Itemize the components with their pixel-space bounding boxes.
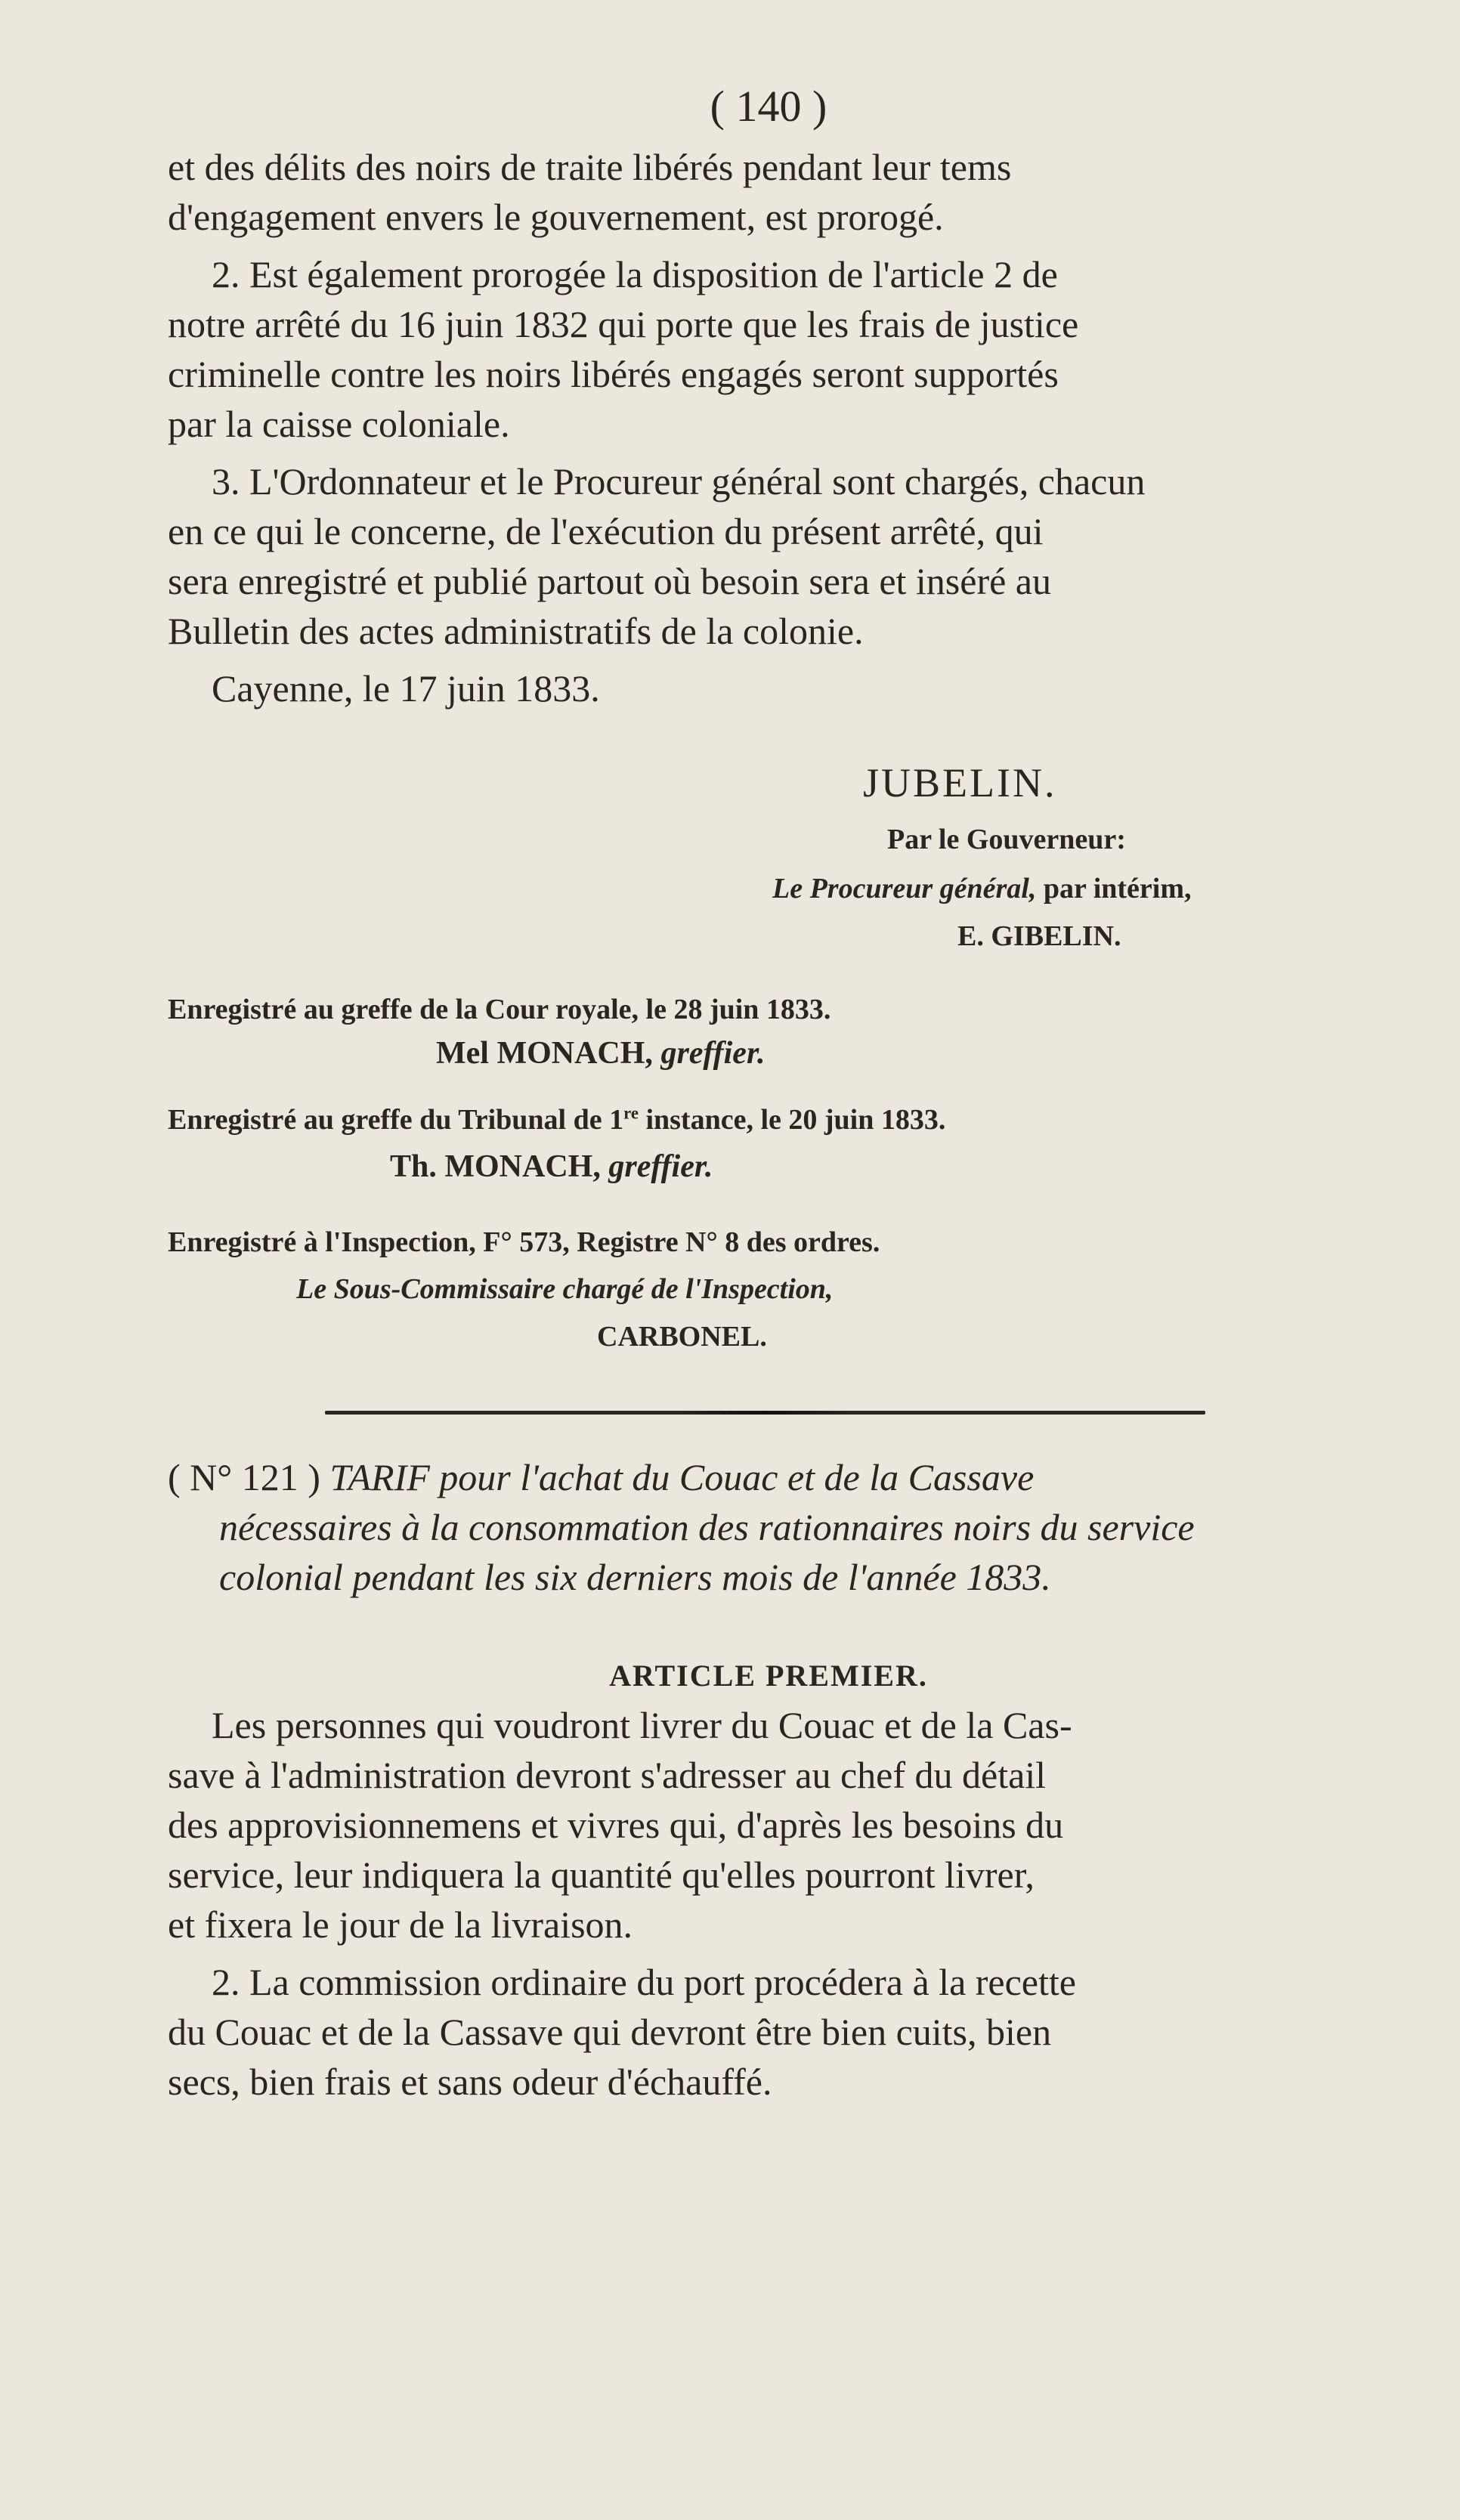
registration-tribunal bbox=[168, 1100, 945, 1139]
article-premier-heading: ARTICLE PREMIER. bbox=[609, 1659, 928, 1693]
tarif-title-line: colonial pendant les six derniers mois de l'année 1833. bbox=[219, 1556, 1051, 1598]
text-line: par la caisse coloniale. bbox=[168, 403, 510, 445]
text-line: et fixera le jour de la livraison. bbox=[168, 1903, 633, 1946]
text-line: 2. Est également prorogée la disposition de l'article 2 de bbox=[212, 253, 1058, 295]
date-line: Cayenne, le 17 juin 1833. bbox=[212, 667, 600, 710]
tarif-article-2 bbox=[168, 1957, 1369, 2107]
article-2 bbox=[168, 249, 1369, 449]
inspection-name: CARBONEL. bbox=[597, 1321, 767, 1353]
decree-number: ( N° 121 ) bbox=[168, 1456, 320, 1498]
registration-cour-royale: Enregistré au greffe de la Cour royale, le 28 juin 1833. bbox=[168, 994, 831, 1025]
by-governor: Par le Gouverneur: bbox=[887, 824, 1126, 855]
procureur-line bbox=[772, 869, 1191, 908]
text-line: service, leur indiquera la quantité qu'elles pourront livrer, bbox=[168, 1854, 1035, 1896]
tarif-article-1 bbox=[168, 1700, 1369, 1950]
paragraph-continued bbox=[168, 142, 1369, 242]
text-line bbox=[168, 1452, 1369, 1502]
sign-role: greffier. bbox=[660, 1036, 766, 1071]
procureur-title: Le Procureur général, bbox=[772, 873, 1037, 904]
reg2-sup: re bbox=[623, 1103, 639, 1123]
registration-tribunal-signature bbox=[390, 1147, 713, 1186]
text-line: criminelle contre les noirs libérés engagés seront supportés bbox=[168, 353, 1059, 395]
procureur-name: E. GIBELIN. bbox=[957, 920, 1121, 952]
sign-name: Th. MONACH, bbox=[390, 1149, 601, 1184]
text-line: sera enregistré et publié partout où besoin sera et inséré au bbox=[168, 560, 1051, 602]
text-line: 3. L'Ordonnateur et le Procureur général sont chargés, chacun bbox=[212, 460, 1146, 502]
reg2-pre: Enregistré au greffe du Tribunal de 1 bbox=[168, 1104, 624, 1136]
signature-jubelin: JUBELIN. bbox=[863, 760, 1057, 805]
registration-cour-signature bbox=[436, 1034, 765, 1073]
text-line: Les personnes qui voudront livrer du Couac et de la Cas- bbox=[212, 1704, 1072, 1746]
text-line: en ce qui le concerne, de l'exécution du présent arrêté, qui bbox=[168, 510, 1044, 552]
page-number: ( 140 ) bbox=[710, 82, 827, 131]
sign-role: greffier. bbox=[608, 1149, 713, 1184]
tarif-title-line: nécessaires à la consommation des rationnaires noirs du service bbox=[219, 1506, 1195, 1548]
sign-prefix: Mel bbox=[436, 1036, 489, 1071]
text-line: des approvisionnemens et vivres qui, d'après les besoins du bbox=[168, 1804, 1064, 1846]
section-divider-rule bbox=[325, 1411, 1205, 1415]
text-line: du Couac et de la Cassave qui devront être bien cuits, bien bbox=[168, 2011, 1052, 2053]
text-line: save à l'administration devront s'adresser au chef du détail bbox=[168, 1754, 1047, 1796]
tarif-heading bbox=[168, 1452, 1369, 1602]
reg2-post: instance, le 20 juin 1833. bbox=[638, 1104, 946, 1136]
sign-name: MONACH, bbox=[488, 1036, 653, 1071]
text-line: Bulletin des actes administratifs de la colonie. bbox=[168, 610, 864, 652]
text-line: d'engagement envers le gouvernement, est prorogé. bbox=[168, 196, 944, 238]
registration-inspection: Enregistré à l'Inspection, F° 573, Registre N° 8 des ordres. bbox=[168, 1226, 880, 1258]
text-line: secs, bien frais et sans odeur d'échauffé. bbox=[168, 2061, 772, 2103]
text-line: notre arrêté du 16 juin 1832 qui porte que les frais de justice bbox=[168, 303, 1079, 345]
tarif-title-line: TARIF pour l'achat du Couac et de la Cassave bbox=[329, 1456, 1035, 1498]
text-line: 2. La commission ordinaire du port procédera à la recette bbox=[212, 1961, 1076, 2003]
text-line: et des délits des noirs de traite libérés pendant leur tems bbox=[168, 146, 1012, 188]
article-3 bbox=[168, 456, 1369, 656]
procureur-suffix: par intérim, bbox=[1043, 873, 1192, 904]
inspection-role: Le Sous-Commissaire chargé de l'Inspection, bbox=[296, 1273, 834, 1305]
